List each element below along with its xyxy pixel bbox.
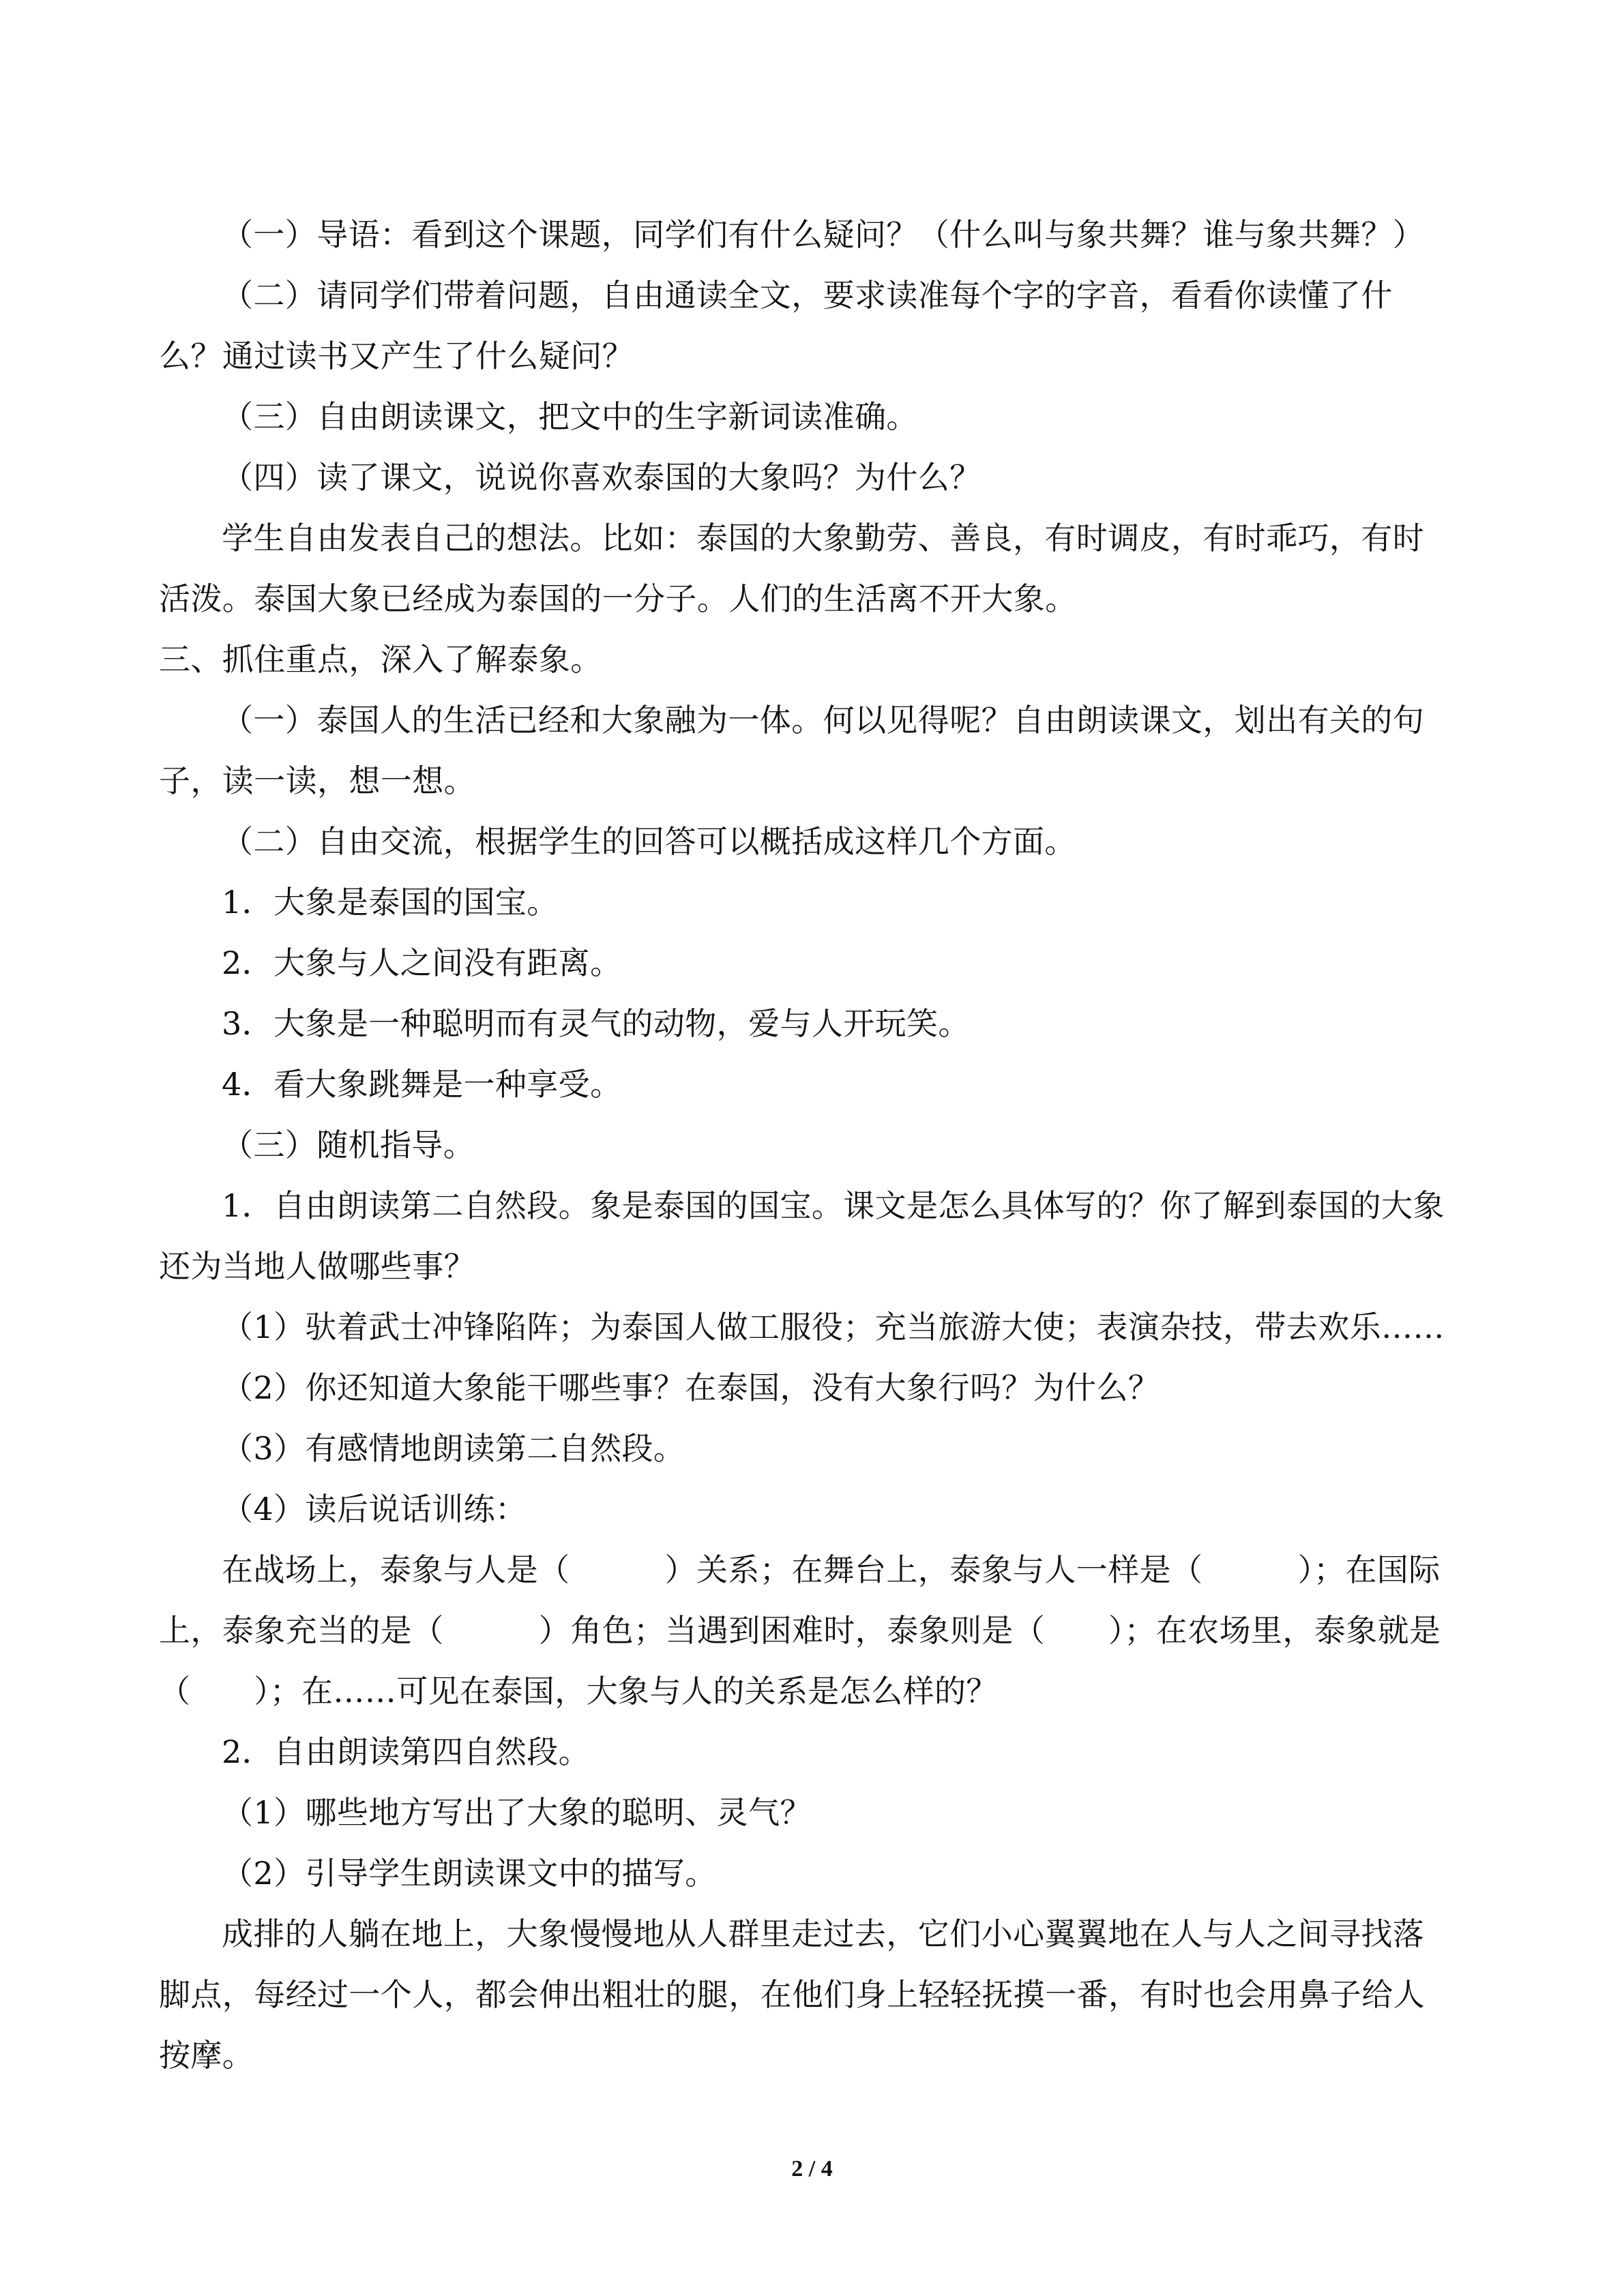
text-line: 成排的人躺在地上，大象慢慢地从人群里走过去，它们小心翼翼地在人与人之间寻找落 (222, 1915, 1425, 1952)
page-number: 2 / 4 (791, 2156, 833, 2181)
text-line: 学生自由发表自己的想法。比如：泰国的大象勤劳、善良，有时调皮，有时乖巧，有时 (222, 520, 1425, 556)
text-line: 么？通过读书又产生了什么疑问？ (159, 338, 634, 374)
list-item: 1．自由朗读第二自然段。象是泰国的国宝。课文是怎么具体写的？你了解到泰国的大象 (222, 1187, 1445, 1224)
text-line: 脚点，每经过一个人，都会伸出粗壮的腿，在他们身上轻轻抚摸一番，有时也会用鼻子给人 (159, 1976, 1425, 2013)
text-line: 还为当地人做哪些事？ (159, 1248, 475, 1285)
text-line: （一）泰国人的生活已经和大象融为一体。何以见得呢？自由朗读课文，划出有关的句 (222, 702, 1425, 739)
list-item: （4）读后说话训练： (222, 1491, 527, 1527)
text-line: （ ）；在……可见在泰国，大象与人的关系是怎么样的？ (159, 1673, 998, 1710)
text-line: （三）自由朗读课文，把文中的生字新词读准确。 (222, 398, 918, 435)
text-line: 上，泰象充当的是（ ）角色；当遇到困难时，泰象则是（ ）；在农场里，泰象就是 (159, 1612, 1441, 1649)
text-line: 活泼。泰国大象已经成为泰国的一分子。人们的生活离不开大象。 (159, 580, 1077, 617)
text-line: （四）读了课文，说说你喜欢泰国的大象吗？为什么？ (222, 459, 981, 496)
list-item: （1）驮着武士冲锋陷阵；为泰国人做工服役；充当旅游大使；表演杂技，带去欢乐…… (222, 1309, 1445, 1345)
list-item: （3）有感情地朗读第二自然段。 (222, 1430, 685, 1467)
text-line: 按摩。 (159, 2037, 254, 2074)
list-item: 4．看大象跳舞是一种享受。 (222, 1066, 622, 1103)
document-body (159, 205, 1475, 2086)
list-item: 2．大象与人之间没有距离。 (222, 944, 622, 981)
list-item: （2）你还知道大象能干哪些事？在泰国，没有大象行吗？为什么？ (222, 1369, 1160, 1406)
list-item: 2．自由朗读第四自然段。 (222, 1733, 591, 1770)
text-line: 子，读一读，想一想。 (159, 762, 475, 799)
section-heading: 三、抓住重点，深入了解泰象。 (159, 641, 602, 678)
text-line: 在战场上，泰象与人是（ ）关系；在舞台上，泰象与人一样是（ ）；在国际 (222, 1551, 1441, 1588)
list-item: 1．大象是泰国的国宝。 (222, 884, 559, 921)
text-line: （三）随机指导。 (222, 1127, 475, 1163)
text-line: （二）请同学们带着问题，自由通读全文，要求读准每个字的字音，看看你读懂了什 (222, 277, 1393, 314)
list-item: （1）哪些地方写出了大象的聪明、灵气？ (222, 1794, 812, 1831)
list-item: （2）引导学生朗读课文中的描写。 (222, 1855, 717, 1892)
text-line: （二）自由交流，根据学生的回答可以概括成这样几个方面。 (222, 823, 1076, 860)
text-line: （一）导语：看到这个课题，同学们有什么疑问？（什么叫与象共舞？谁与象共舞？） (222, 216, 1425, 253)
list-item: 3．大象是一种聪明而有灵气的动物，爱与人开玩笑。 (222, 1005, 970, 1042)
